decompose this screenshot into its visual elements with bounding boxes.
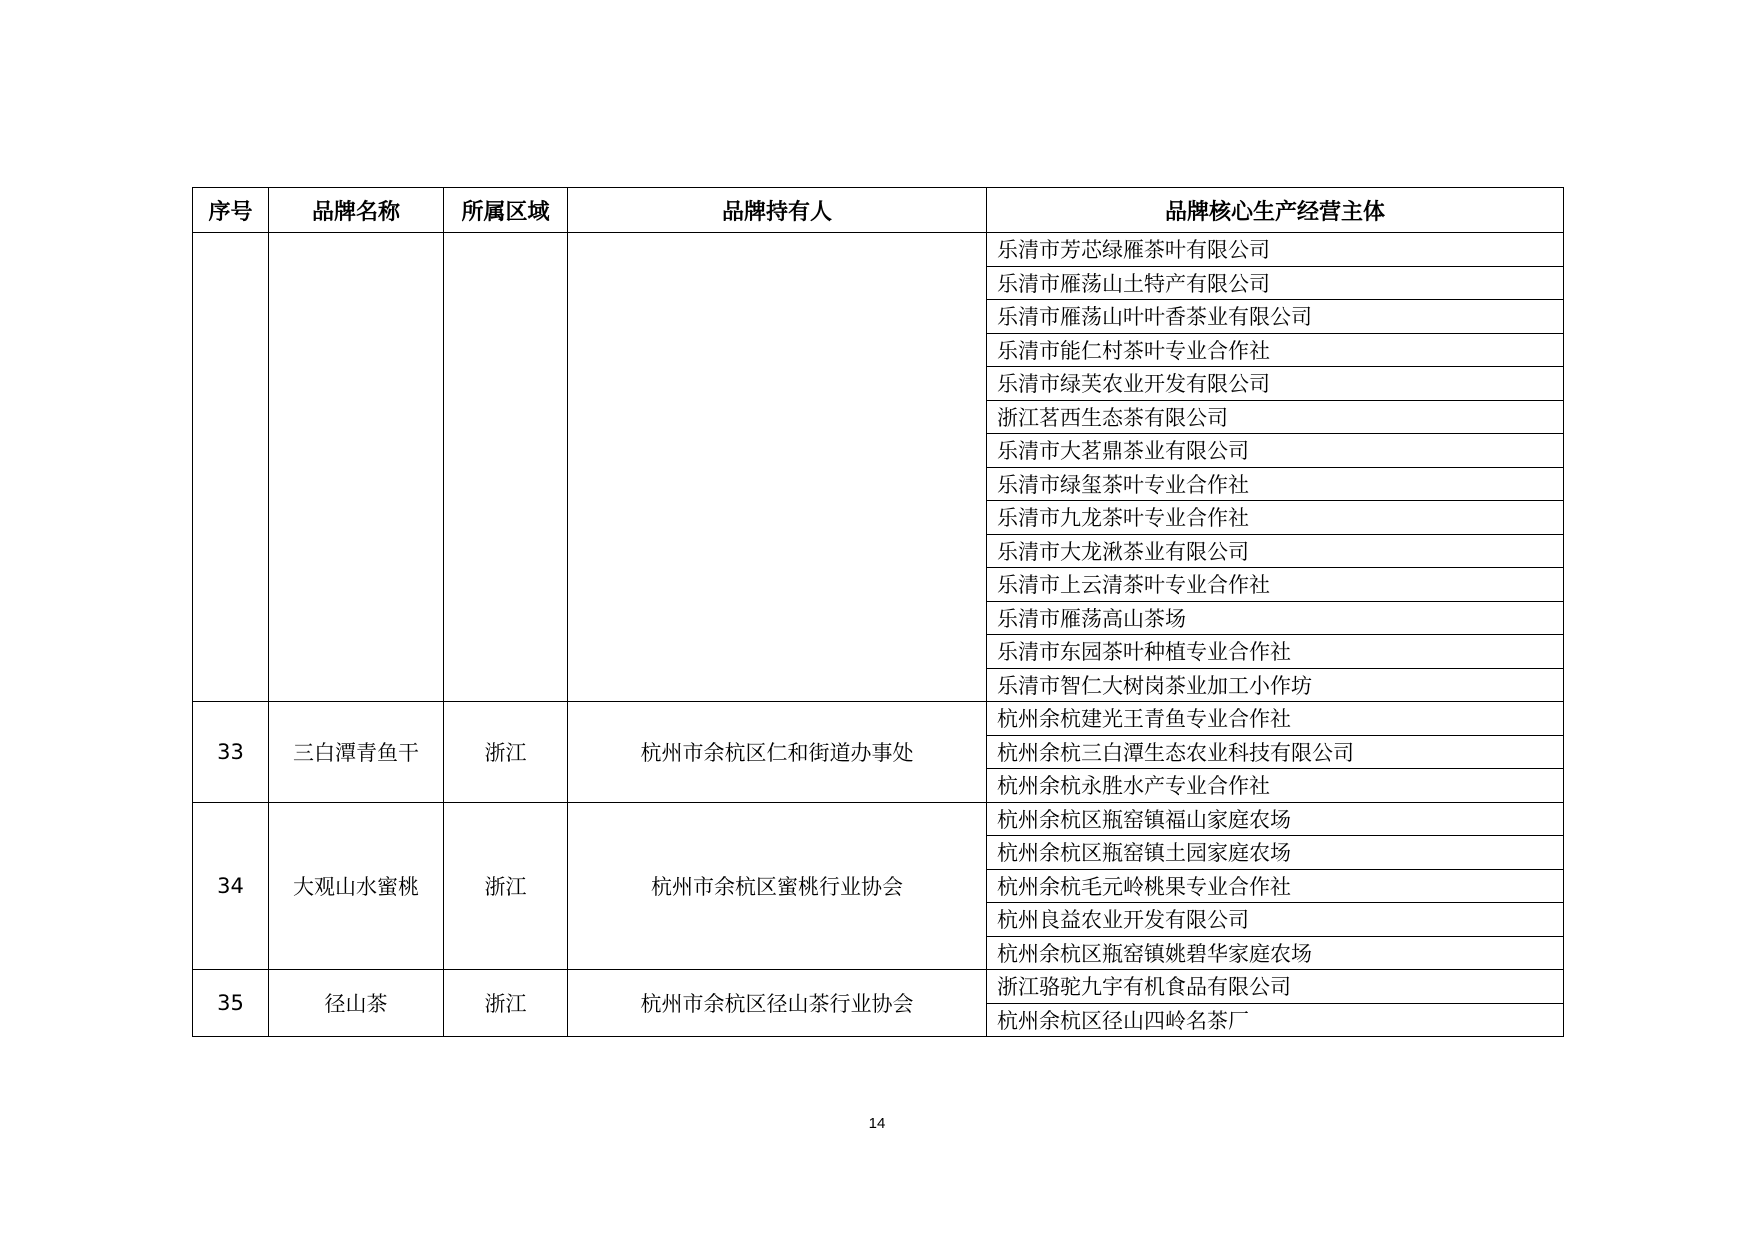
- cell-entity: 杭州余杭建光王青鱼专业合作社: [987, 702, 1564, 736]
- header-holder: 品牌持有人: [568, 188, 987, 233]
- cell-no: 35: [193, 970, 269, 1037]
- brand-table: [192, 187, 1564, 1037]
- cell-entity: 乐清市雁荡山土特产有限公司: [987, 266, 1564, 300]
- cell-holder: [568, 233, 987, 702]
- table-row: [193, 702, 1564, 736]
- cell-entity: 乐清市东园茶叶种植专业合作社: [987, 635, 1564, 669]
- cell-entity: 杭州余杭毛元岭桃果专业合作社: [987, 869, 1564, 903]
- cell-entity: 杭州余杭区瓶窑镇姚碧华家庭农场: [987, 936, 1564, 970]
- header-core-entities: 品牌核心生产经营主体: [987, 188, 1564, 233]
- cell-region: 浙江: [444, 970, 568, 1037]
- table-header-row: [193, 188, 1564, 233]
- cell-entity: 乐清市大茗鼎茶业有限公司: [987, 434, 1564, 468]
- page-number: 14: [868, 1115, 886, 1132]
- cell-entity: 杭州余杭区瓶窑镇福山家庭农场: [987, 802, 1564, 836]
- cell-region: 浙江: [444, 702, 568, 803]
- cell-entity: 浙江茗西生态茶有限公司: [987, 400, 1564, 434]
- table-row: [193, 802, 1564, 836]
- cell-region: 浙江: [444, 802, 568, 970]
- cell-entity: 乐清市绿玺茶叶专业合作社: [987, 467, 1564, 501]
- cell-brand-name: [269, 233, 444, 702]
- cell-entity: 杭州余杭三白潭生态农业科技有限公司: [987, 735, 1564, 769]
- cell-entity: 浙江骆驼九宇有机食品有限公司: [987, 970, 1564, 1004]
- cell-entity: 杭州良益农业开发有限公司: [987, 903, 1564, 937]
- table-row: [193, 233, 1564, 267]
- cell-entity: 乐清市大龙湫茶业有限公司: [987, 534, 1564, 568]
- cell-entity: 乐清市智仁大树岗茶业加工小作坊: [987, 668, 1564, 702]
- cell-holder: 杭州市余杭区径山茶行业协会: [568, 970, 987, 1037]
- cell-holder: 杭州市余杭区蜜桃行业协会: [568, 802, 987, 970]
- header-region: 所属区域: [444, 188, 568, 233]
- cell-no: 33: [193, 702, 269, 803]
- cell-entity: 杭州余杭永胜水产专业合作社: [987, 769, 1564, 803]
- cell-entity: 乐清市雁荡山叶叶香茶业有限公司: [987, 300, 1564, 334]
- cell-brand-name: 径山茶: [269, 970, 444, 1037]
- cell-entity: 杭州余杭区瓶窑镇土园家庭农场: [987, 836, 1564, 870]
- cell-entity: 乐清市雁荡高山茶场: [987, 601, 1564, 635]
- cell-region: [444, 233, 568, 702]
- cell-entity: 乐清市绿芙农业开发有限公司: [987, 367, 1564, 401]
- cell-entity: 乐清市芳芯绿雁茶叶有限公司: [987, 233, 1564, 267]
- cell-entity: 乐清市九龙茶叶专业合作社: [987, 501, 1564, 535]
- header-brand-name: 品牌名称: [269, 188, 444, 233]
- cell-brand-name: 大观山水蜜桃: [269, 802, 444, 970]
- cell-brand-name: 三白潭青鱼干: [269, 702, 444, 803]
- header-no: 序号: [193, 188, 269, 233]
- cell-entity: 乐清市上云清茶叶专业合作社: [987, 568, 1564, 602]
- cell-no: 34: [193, 802, 269, 970]
- table-row: [193, 970, 1564, 1004]
- table-body: [193, 233, 1564, 1037]
- cell-no: [193, 233, 269, 702]
- cell-holder: 杭州市余杭区仁和街道办事处: [568, 702, 987, 803]
- cell-entity: 杭州余杭区径山四岭名茶厂: [987, 1003, 1564, 1037]
- cell-entity: 乐清市能仁村茶叶专业合作社: [987, 333, 1564, 367]
